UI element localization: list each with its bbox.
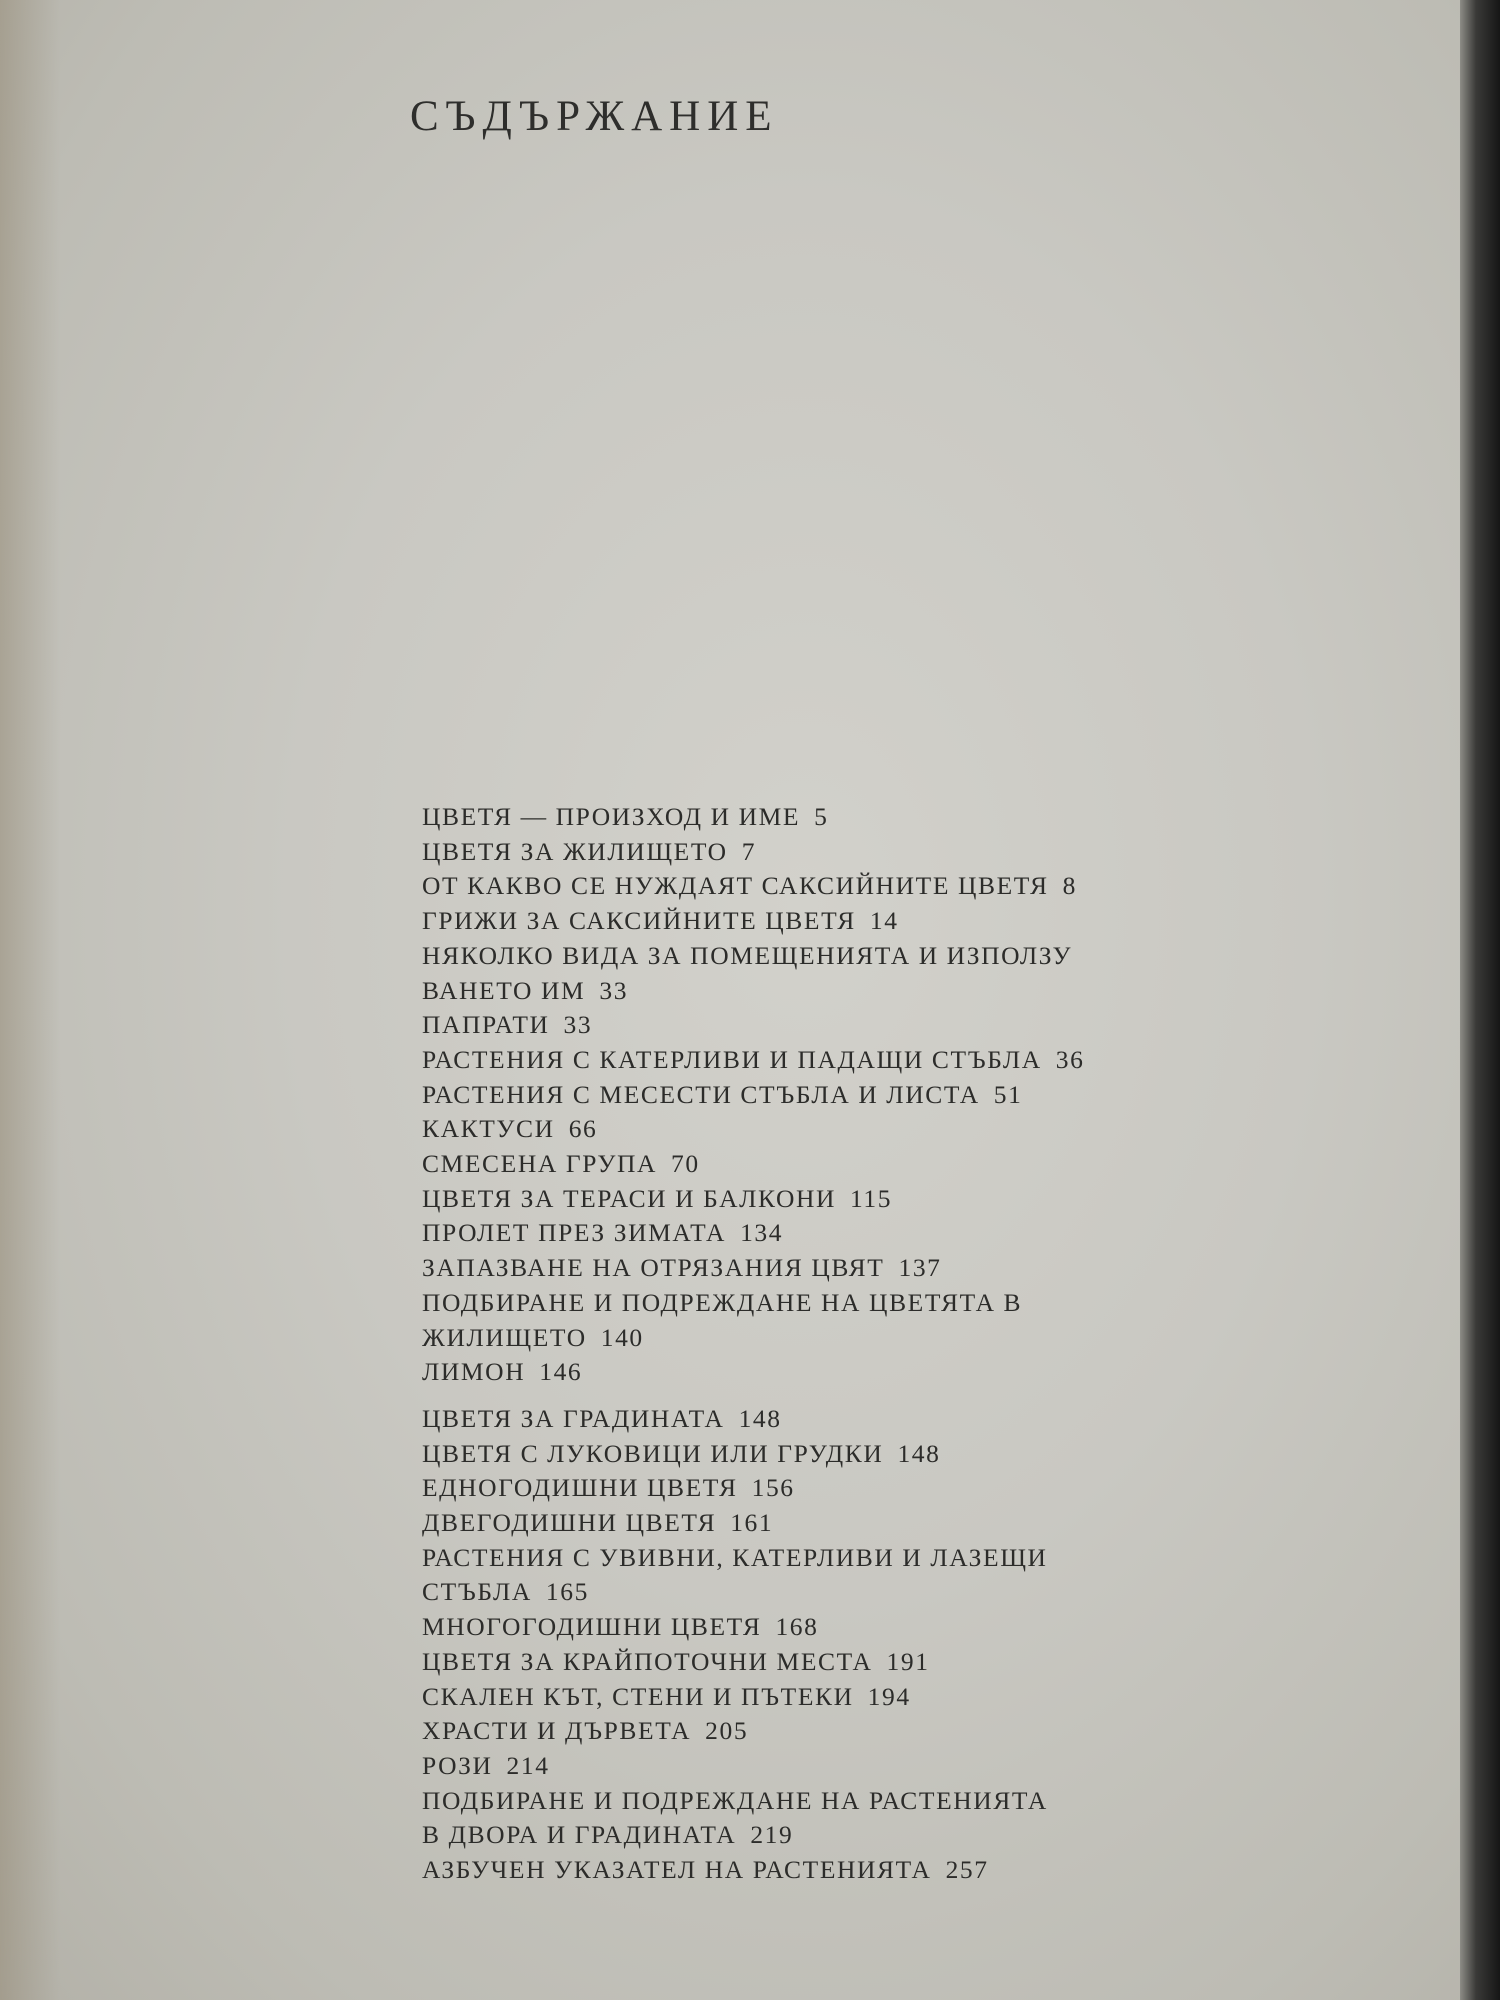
toc-entry [422,1714,1222,1749]
toc-entry-title: ЦВЕТЯ ЗА ГРАДИНАТА [422,1403,725,1433]
toc-entry-page: 148 [738,1403,782,1433]
toc-entry-title: СТЪБЛА [422,1577,532,1607]
toc-entry-page: 257 [945,1855,989,1885]
toc-entry [422,1645,1222,1680]
toc-entry-title: ЦВЕТЯ С ЛУКОВИЦИ ИЛИ ГРУДКИ [422,1438,884,1468]
toc-entry-page: 214 [506,1750,550,1780]
toc-entry-title: ЕДНОГОДИШНИ ЦВЕТЯ [422,1473,738,1503]
toc-entry [422,800,1222,835]
toc-entry [422,1784,1222,1819]
toc-entry [422,1575,1222,1610]
toc-entry [422,1216,1222,1251]
toc-entry [422,1043,1222,1078]
toc-entry-title: ЦВЕТЯ ЗА ЖИЛИЩЕТО [422,836,728,866]
toc-entry [422,974,1222,1009]
toc-entry-page: 137 [898,1253,942,1283]
toc-entry-page: 146 [539,1357,583,1387]
toc-entry-title: ЗАПАЗВАНЕ НА ОТРЯЗАНИЯ ЦВЯТ [422,1253,885,1283]
toc-entry-page: 115 [850,1183,893,1213]
toc-entry-page: 51 [993,1079,1023,1109]
toc-entry-page: 8 [1062,871,1077,901]
toc-entry-title: РОЗИ [422,1750,493,1780]
toc-entry-page: 7 [741,836,757,866]
toc-entry-title: ЖИЛИЩЕТО [422,1322,587,1352]
toc-entry-title: В ДВОРА И ГРАДИНАТА [422,1820,737,1850]
toc-entry [422,1610,1222,1645]
toc-entry-page: 191 [886,1646,930,1676]
toc-entry [422,1147,1222,1182]
toc-entry-page: 66 [568,1114,598,1144]
toc-entry-title: ПОДБИРАНЕ И ПОДРЕЖДАНЕ НА ЦВЕТЯТА В [422,1287,1023,1317]
toc-entry-title: ЦВЕТЯ ЗА ТЕРАСИ И БАЛКОНИ [422,1183,836,1213]
toc-entry-title: АЗБУЧЕН УКАЗАТЕЛ НА РАСТЕНИЯТА [422,1855,932,1885]
toc-entry [422,1008,1222,1043]
toc-entry-page: 156 [751,1473,795,1503]
toc-entry-page: 36 [1055,1044,1085,1074]
toc-entry [422,1321,1222,1356]
toc-entry [422,1506,1222,1541]
toc-entry-title: НЯКОЛКО ВИДА ЗА ПОМЕЩЕНИЯТА И ИЗПОЛЗУ [422,940,1073,970]
toc-entry [422,1182,1222,1217]
toc-entry [422,1112,1222,1147]
toc-entry-title: ВАНЕТО ИМ [422,975,586,1005]
toc-entry [422,1541,1222,1576]
toc-entry [422,1402,1222,1437]
toc-entry-title: ПАПРАТИ [422,1010,550,1040]
toc-entry-page: 205 [705,1716,749,1746]
toc-entry-title: ПОДБИРАНЕ И ПОДРЕЖДАНЕ НА РАСТЕНИЯТА [422,1785,1048,1815]
toc-entry [422,1818,1222,1853]
table-of-contents [422,800,1222,1888]
toc-entry-page: 165 [545,1577,589,1607]
toc-entry-page: 140 [600,1322,644,1352]
book-edge [1460,0,1500,2000]
toc-entry [422,904,1222,939]
toc-entry [422,869,1222,904]
toc-entry [422,1471,1222,1506]
toc-entry [422,1078,1222,1113]
toc-entry-page: 194 [867,1681,911,1711]
toc-entry [422,1251,1222,1286]
toc-entry [422,1680,1222,1715]
toc-entry-page: 168 [775,1612,819,1642]
toc-entry [422,1749,1222,1784]
toc-entry-title: МНОГОГОДИШНИ ЦВЕТЯ [422,1612,762,1642]
page-shadow [0,0,60,2000]
toc-entry-page: 219 [750,1820,794,1850]
toc-entry-page: 5 [814,802,829,831]
toc-entry-title: ЦВЕТЯ — ПРОИЗХОД И ИМЕ [422,802,801,831]
toc-entry-title: ДВЕГОДИШНИ ЦВЕТЯ [422,1508,717,1538]
toc-entry [422,1853,1222,1888]
toc-entry-page: 148 [897,1438,941,1468]
toc-entry [422,939,1222,974]
toc-entry-title: ХРАСТИ И ДЪРВЕТА [422,1716,692,1746]
toc-entry-page: 14 [869,906,899,936]
toc-entry [422,1286,1222,1321]
toc-entry [422,1437,1222,1472]
toc-entry-title: КАКТУСИ [422,1114,555,1144]
toc-entry-title: РАСТЕНИЯ С МЕСЕСТИ СТЪБЛА И ЛИСТА [422,1079,980,1109]
toc-entry-page: 33 [599,975,629,1005]
toc-entry-title: ЛИМОН [422,1357,526,1387]
toc-entry-title: СКАЛЕН КЪТ, СТЕНИ И ПЪТЕКИ [422,1681,854,1711]
toc-entry-page: 70 [671,1149,700,1179]
toc-entry-title: ОТ КАКВО СЕ НУЖДАЯТ САКСИЙНИТЕ ЦВЕТЯ [422,871,1049,901]
toc-entry-title: ГРИЖИ ЗА САКСИЙНИТЕ ЦВЕТЯ [422,906,856,936]
toc-entry-page: 134 [740,1218,784,1248]
toc-entry-title: РАСТЕНИЯ С УВИВНИ, КАТЕРЛИВИ И ЛАЗЕЩИ [422,1542,1048,1572]
page-title: СЪДЪРЖАНИЕ [410,93,779,140]
toc-entry-page: 161 [730,1508,774,1538]
toc-entry-title: ЦВЕТЯ ЗА КРАЙПОТОЧНИ МЕСТА [422,1646,873,1676]
toc-entry [422,835,1222,870]
toc-entry-title: РАСТЕНИЯ С КАТЕРЛИВИ И ПАДАЩИ СТЪБЛА [422,1044,1042,1074]
toc-entry-page: 33 [563,1010,593,1040]
toc-entry-title: СМЕСЕНА ГРУПА [422,1149,658,1179]
toc-entry-title: ПРОЛЕТ ПРЕЗ ЗИМАТА [422,1218,727,1248]
toc-entry [422,1355,1222,1390]
